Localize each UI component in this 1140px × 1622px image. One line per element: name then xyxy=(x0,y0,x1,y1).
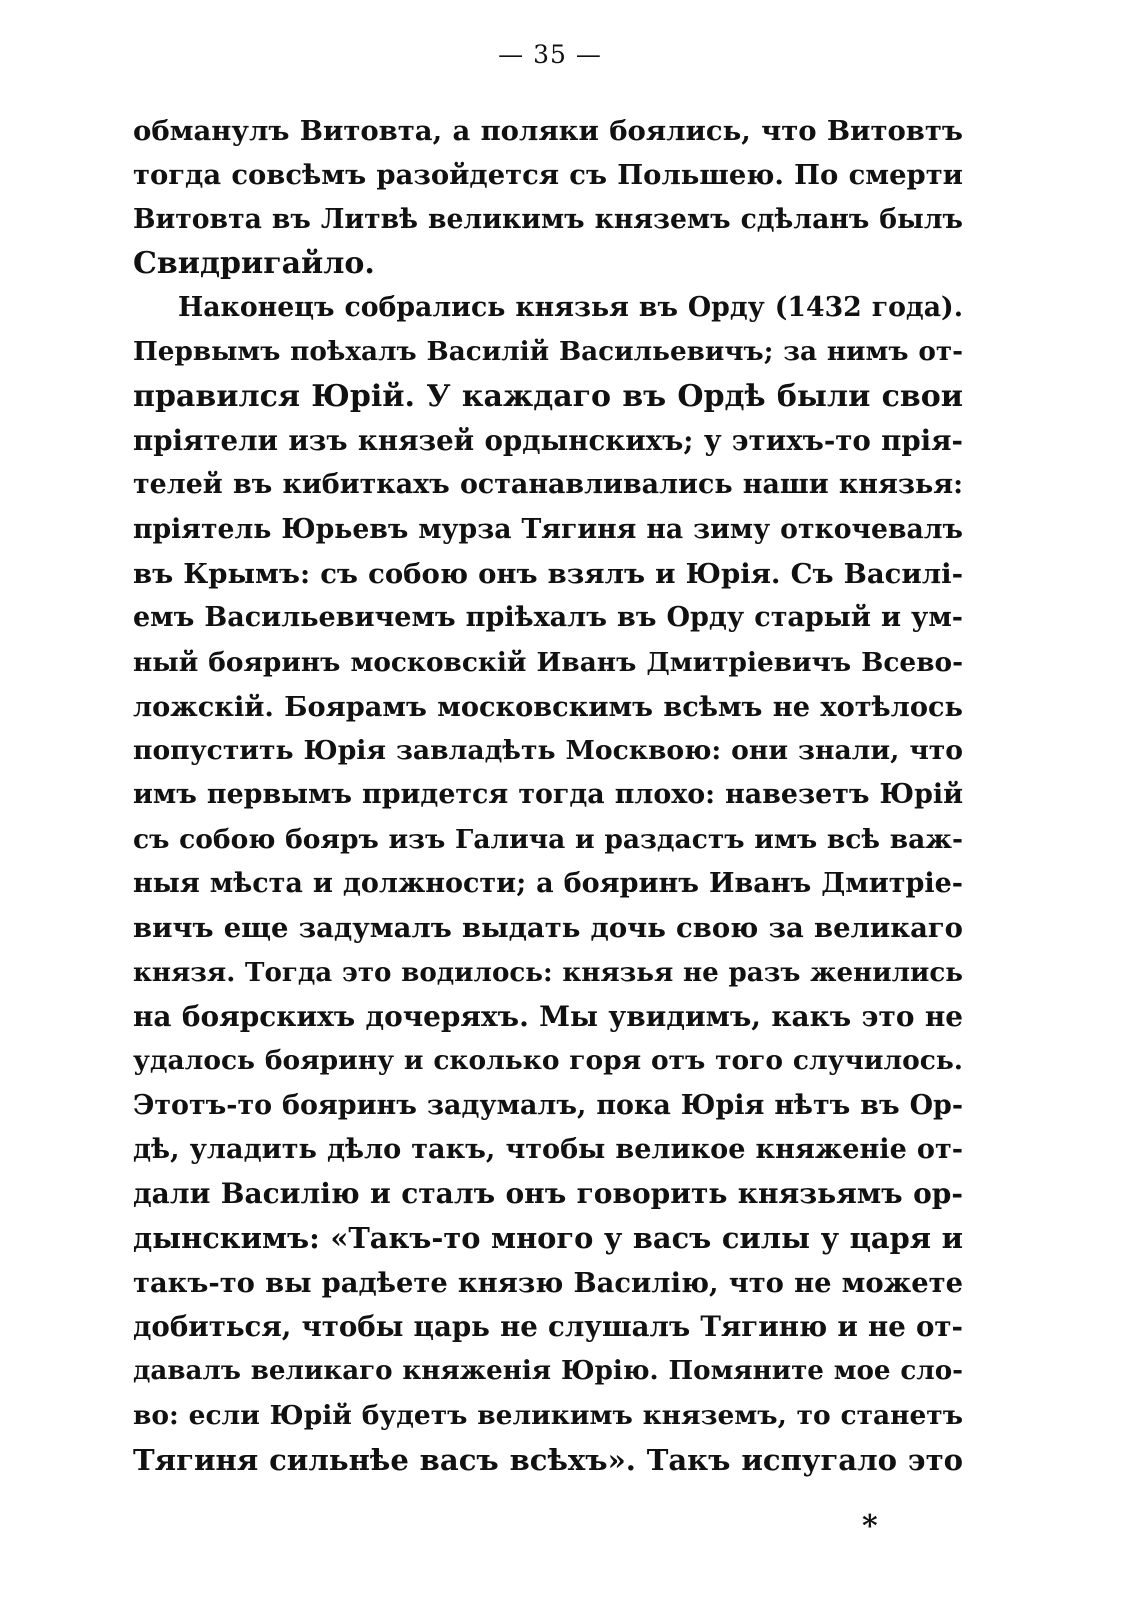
text-line: въ Крымъ: съ собою онъ взялъ и Юрія. Съ Василі- xyxy=(133,557,963,590)
text-line: добиться, чтобы царь не слушалъ Тягиню и не от- xyxy=(133,1310,963,1344)
signature-mark: * xyxy=(862,1509,878,1544)
text-line: правился Юрій. У каждаго въ Ордѣ были свои xyxy=(133,378,963,414)
text-line: Свидригайло. xyxy=(133,245,375,281)
text-line: Наконецъ собрались князья въ Орду (1432 года). xyxy=(178,292,963,324)
text-line: дали Василію и сталъ онъ говорить князьямъ ор- xyxy=(133,1177,963,1211)
text-line: имъ первымъ придется тогда плохо: навезетъ Юрій xyxy=(133,779,963,811)
text-line: князя. Тогда это водилось: князья не разъ женились xyxy=(133,956,963,988)
text-line: дѣ, уладить дѣло такъ, чтобы великое княженіе от- xyxy=(133,1133,963,1165)
text-line: во: если Юрій будетъ великимъ княземъ, то станетъ xyxy=(133,1399,963,1431)
text-line: обманулъ Витовта, а поляки боялись, что Витовтъ xyxy=(133,115,963,147)
text-line: Тягиня сильнѣе васъ всѣхъ». Такъ испугало это xyxy=(133,1442,963,1477)
text-line: на боярскихъ дочеряхъ. Мы увидимъ, какъ это не xyxy=(133,999,963,1033)
text-line: Витовта въ Литвѣ великимъ княземъ сдѣланъ былъ xyxy=(133,203,963,235)
body-text xyxy=(133,109,963,1482)
text-line: емъ Васильевичемъ пріѣхалъ въ Орду старый и ум- xyxy=(133,602,963,634)
text-line: вичъ еще задумалъ выдать дочь свою за великаго xyxy=(133,912,963,945)
text-line: давалъ великаго княженія Юрію. Помяните мое сло- xyxy=(133,1355,963,1387)
text-line: удалось боярину и сколько горя отъ того случилось. xyxy=(133,1045,963,1077)
text-line: пріятель Юрьевъ мурза Тягиня на зиму откочевалъ xyxy=(133,513,963,545)
text-line: ныя мѣста и должности; а бояринъ Иванъ Дмитріе- xyxy=(133,868,963,900)
text-line: тогда совсѣмъ разойдется съ Польшею. По смерти xyxy=(133,159,963,192)
text-line: ложскій. Боярамъ московскимъ всѣмъ не хотѣлось xyxy=(133,690,963,723)
text-line: Этотъ-то бояринъ задумалъ, пока Юрія нѣтъ въ Ор- xyxy=(133,1089,963,1121)
text-line: пріятели изъ князей ордынскихъ; у этихъ-то прія- xyxy=(133,424,963,458)
page-number: — 35 — xyxy=(498,40,602,69)
text-line: такъ-то вы радѣете князю Василію, что не можете xyxy=(133,1266,963,1299)
text-line: телей въ кибиткахъ останавливались наши князья: xyxy=(133,469,963,501)
text-line: попустить Юрія завладѣть Москвою: они знали, что xyxy=(133,735,963,767)
text-line: Первымъ поѣхалъ Василій Васильевичъ; за нимъ от- xyxy=(133,336,963,368)
text-line: съ собою бояръ изъ Галича и раздастъ имъ всѣ важ- xyxy=(133,823,963,855)
text-line: ный бояринъ московскій Иванъ Дмитріевичъ Всево- xyxy=(133,646,963,678)
text-line: дынскимъ: «Такъ-то много у васъ силы у царя и xyxy=(133,1221,963,1256)
